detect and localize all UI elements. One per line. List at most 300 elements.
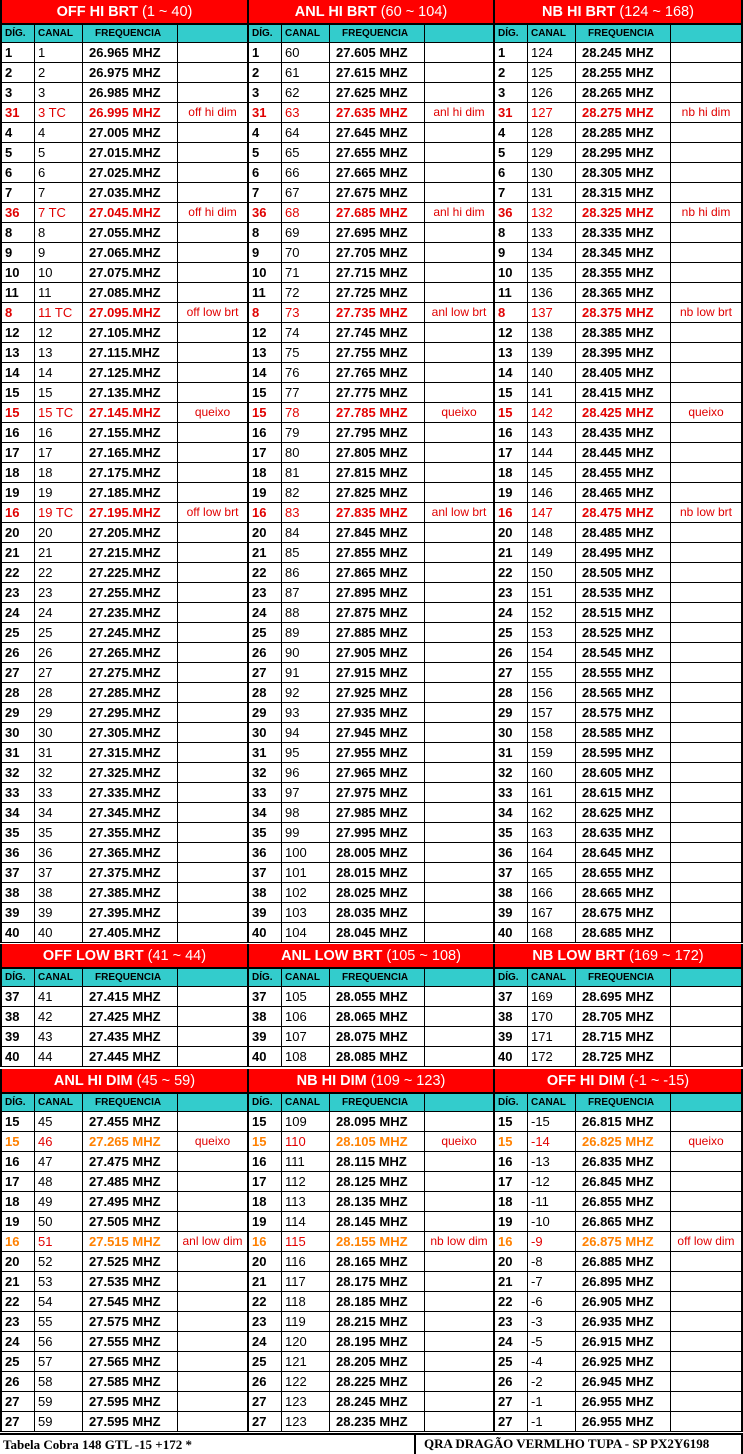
- table-row: [495, 1372, 741, 1392]
- note-cell: [178, 1352, 247, 1371]
- note-cell: [425, 243, 493, 262]
- digit-cell: 34: [249, 803, 282, 822]
- channel-cell: 137: [528, 303, 576, 322]
- channel-cell: 126: [528, 83, 576, 102]
- digit-cell: 18: [495, 1192, 528, 1211]
- digit-cell: 27: [2, 1392, 35, 1411]
- note-cell: [425, 1412, 493, 1431]
- channel-cell: 80: [282, 443, 330, 462]
- table-row: [2, 903, 247, 923]
- digit-cell: 22: [2, 1292, 35, 1311]
- digit-cell: 26: [495, 1372, 528, 1391]
- digit-cell: 7: [495, 183, 528, 202]
- channel-cell: 158: [528, 723, 576, 742]
- channel-cell: 116: [282, 1252, 330, 1271]
- table-header-row: [249, 969, 493, 987]
- channel-cell: 102: [282, 883, 330, 902]
- table-row: [249, 1392, 493, 1412]
- note-cell: [671, 703, 741, 722]
- table-row: [249, 303, 493, 323]
- table-row: [249, 1292, 493, 1312]
- frequency-cell: 27.265.MHZ: [83, 643, 178, 662]
- table-title: [249, 0, 493, 25]
- note-cell: nb low brt: [679, 305, 733, 319]
- note-cell: queixo: [441, 405, 477, 419]
- table-row: [495, 183, 741, 203]
- note-cell: anl hi dim: [433, 205, 485, 219]
- table-row: [495, 1112, 741, 1132]
- frequency-cell: 27.095.MHZ: [83, 303, 178, 322]
- channel-cell: 131: [528, 183, 576, 202]
- note-cell: [671, 63, 741, 82]
- frequency-cell: 27.715 MHZ: [330, 263, 425, 282]
- table-header-row: [2, 969, 247, 987]
- frequency-cell: 27.665 MHZ: [330, 163, 425, 182]
- table-row: [495, 323, 741, 343]
- digit-cell: 37: [2, 863, 35, 882]
- column-header: FREQUENCIA: [83, 969, 178, 986]
- note-cell: [425, 643, 493, 662]
- frequency-cell: 27.925 MHZ: [330, 683, 425, 702]
- frequency-cell: 28.225 MHZ: [330, 1372, 425, 1391]
- channel-cell: 2: [35, 63, 83, 82]
- frequency-cell: 27.405.MHZ: [83, 923, 178, 942]
- digit-cell: 22: [495, 563, 528, 582]
- channel-cell: 78: [282, 403, 330, 422]
- table-row: [495, 823, 741, 843]
- digit-cell: 2: [495, 63, 528, 82]
- digit-cell: 36: [495, 203, 528, 222]
- channel-cell: 62: [282, 83, 330, 102]
- digit-cell: 15: [2, 1112, 35, 1131]
- channel-cell: 19 TC: [35, 503, 83, 522]
- digit-cell: 11: [2, 283, 35, 302]
- digit-cell: 20: [495, 1252, 528, 1271]
- digit-cell: 16: [249, 503, 282, 522]
- channel-cell: 91: [282, 663, 330, 682]
- table-row: [495, 1412, 741, 1432]
- note-cell: [425, 523, 493, 542]
- channel-cell: 125: [528, 63, 576, 82]
- digit-cell: 20: [2, 1252, 35, 1271]
- frequency-cell: 27.375.MHZ: [83, 863, 178, 882]
- frequency-cell: 27.765 MHZ: [330, 363, 425, 382]
- table-row: [495, 803, 741, 823]
- channel-cell: 152: [528, 603, 576, 622]
- channel-cell: 25: [35, 623, 83, 642]
- frequency-cell: 27.585 MHZ: [83, 1372, 178, 1391]
- table-row: [249, 763, 493, 783]
- digit-cell: 17: [2, 1172, 35, 1191]
- table-row: [2, 723, 247, 743]
- table-row: [2, 363, 247, 383]
- note-cell: queixo: [688, 1134, 724, 1148]
- note-cell: [671, 123, 741, 142]
- note-cell: [178, 783, 247, 802]
- channel-cell: -3: [528, 1312, 576, 1331]
- note-cell: queixo: [194, 405, 231, 419]
- table-row: [2, 1027, 247, 1047]
- table-title-range: (105 ~ 108): [386, 948, 461, 964]
- digit-cell: 19: [249, 483, 282, 502]
- column-header: DÍG.: [495, 1094, 528, 1111]
- channel-cell: 162: [528, 803, 576, 822]
- note-cell: [178, 1392, 247, 1411]
- digit-cell: 9: [495, 243, 528, 262]
- table-row: [2, 683, 247, 703]
- table-row: [2, 1292, 247, 1312]
- frequency-cell: 28.345 MHZ: [576, 243, 671, 262]
- digit-cell: 19: [495, 483, 528, 502]
- digit-cell: 27: [249, 663, 282, 682]
- frequency-cell: 26.815 MHZ: [576, 1112, 671, 1131]
- table-row: [249, 683, 493, 703]
- digit-cell: 9: [249, 243, 282, 262]
- table-row: [249, 283, 493, 303]
- digit-cell: 10: [2, 263, 35, 282]
- channel-cell: 113: [282, 1192, 330, 1211]
- table-row: [2, 483, 247, 503]
- channel-cell: 171: [528, 1027, 576, 1046]
- frequency-cell: 27.535 MHZ: [83, 1272, 178, 1291]
- channel-cell: 163: [528, 823, 576, 842]
- note-cell: [425, 43, 493, 62]
- note-cell: [178, 703, 247, 722]
- table-row: [495, 883, 741, 903]
- note-cell: [671, 903, 741, 922]
- channel-cell: 40: [35, 923, 83, 942]
- note-cell: [671, 1047, 741, 1066]
- digit-cell: 29: [249, 703, 282, 722]
- table-row: [495, 383, 741, 403]
- digit-cell: 24: [495, 603, 528, 622]
- digit-cell: 37: [249, 863, 282, 882]
- note-cell: [178, 1047, 247, 1066]
- channel-cell: 75: [282, 343, 330, 362]
- frequency-cell: 28.375 MHZ: [576, 303, 671, 322]
- table-row: [2, 1212, 247, 1232]
- channel-cell: 92: [282, 683, 330, 702]
- digit-cell: 21: [249, 1272, 282, 1291]
- channel-cell: 82: [282, 483, 330, 502]
- frequency-cell: 28.625 MHZ: [576, 803, 671, 822]
- table-row: [2, 1252, 247, 1272]
- channel-cell: 67: [282, 183, 330, 202]
- note-cell: [671, 743, 741, 762]
- frequency-cell: 28.275 MHZ: [576, 103, 671, 122]
- channel-cell: 15 TC: [35, 403, 83, 422]
- frequency-cell: 26.965 MHZ: [83, 43, 178, 62]
- digit-cell: 20: [2, 523, 35, 542]
- channel-cell: 32: [35, 763, 83, 782]
- digit-cell: 16: [249, 1232, 282, 1251]
- table-row: [2, 83, 247, 103]
- channel-cell: -15: [528, 1112, 576, 1131]
- note-cell: off hi dim: [188, 205, 237, 219]
- channel-cell: 103: [282, 903, 330, 922]
- note-cell: [425, 1332, 493, 1351]
- digit-cell: 16: [495, 423, 528, 442]
- frequency-cell: 27.315.MHZ: [83, 743, 178, 762]
- channel-cell: 168: [528, 923, 576, 942]
- table-row: [2, 643, 247, 663]
- frequency-cell: 28.595 MHZ: [576, 743, 671, 762]
- table-title: [2, 0, 247, 25]
- frequency-cell: 27.655 MHZ: [330, 143, 425, 162]
- table-row: [249, 623, 493, 643]
- frequency-cell: 27.785 MHZ: [330, 403, 425, 422]
- channel-cell: -12: [528, 1172, 576, 1191]
- table-row: [249, 903, 493, 923]
- table-row: [249, 163, 493, 183]
- frequency-cell: 28.185 MHZ: [330, 1292, 425, 1311]
- digit-cell: 17: [2, 443, 35, 462]
- note-cell: [425, 703, 493, 722]
- table-row: [249, 143, 493, 163]
- frequency-cell: 27.985 MHZ: [330, 803, 425, 822]
- note-cell: off hi dim: [188, 105, 237, 119]
- note-cell: [178, 843, 247, 862]
- note-cell: [425, 1352, 493, 1371]
- channel-cell: 60: [282, 43, 330, 62]
- table-title-mode: OFF LOW BRT: [42, 948, 144, 964]
- digit-cell: 31: [495, 103, 528, 122]
- frequency-cell: 27.135.MHZ: [83, 383, 178, 402]
- digit-cell: 27: [249, 1412, 282, 1431]
- channel-cell: 122: [282, 1372, 330, 1391]
- table-row: [495, 863, 741, 883]
- table-row: [495, 203, 741, 223]
- digit-cell: 40: [2, 923, 35, 942]
- note-cell: [425, 323, 493, 342]
- frequency-cell: 27.725 MHZ: [330, 283, 425, 302]
- note-cell: [425, 223, 493, 242]
- digit-cell: 20: [249, 1252, 282, 1271]
- frequency-cell: 27.155.MHZ: [83, 423, 178, 442]
- digit-cell: 38: [249, 883, 282, 902]
- table-row: [495, 903, 741, 923]
- digit-cell: 16: [495, 503, 528, 522]
- channel-cell: 127: [528, 103, 576, 122]
- table-row: [2, 1392, 247, 1412]
- channel-cell: 164: [528, 843, 576, 862]
- digit-cell: 8: [2, 223, 35, 242]
- channel-cell: 11: [35, 283, 83, 302]
- channel-cell: 34: [35, 803, 83, 822]
- channel-cell: 135: [528, 263, 576, 282]
- frequency-cell: 27.825 MHZ: [330, 483, 425, 502]
- note-cell: [425, 183, 493, 202]
- table-title: [249, 1069, 493, 1094]
- digit-cell: 31: [495, 743, 528, 762]
- table-row: [2, 343, 247, 363]
- channel-cell: 54: [35, 1292, 83, 1311]
- table-row: [249, 723, 493, 743]
- table-row: [2, 583, 247, 603]
- note-cell: [178, 463, 247, 482]
- table-row: [2, 43, 247, 63]
- channel-table: [494, 0, 743, 943]
- frequency-cell: 26.875 MHZ: [576, 1232, 671, 1251]
- channel-cell: 73: [282, 303, 330, 322]
- column-header: FREQUENCIA: [83, 1094, 178, 1111]
- frequency-cell: 27.195.MHZ: [83, 503, 178, 522]
- note-cell: anl low dim: [182, 1234, 243, 1248]
- channel-cell: 119: [282, 1312, 330, 1331]
- frequency-cell: 27.035.MHZ: [83, 183, 178, 202]
- frequency-cell: 27.335.MHZ: [83, 783, 178, 802]
- table-title: [2, 1069, 247, 1094]
- frequency-cell: 27.085.MHZ: [83, 283, 178, 302]
- frequency-cell: 27.435 MHZ: [83, 1027, 178, 1046]
- frequency-cell: 28.485 MHZ: [576, 523, 671, 542]
- frequency-cell: 26.925 MHZ: [576, 1352, 671, 1371]
- frequency-cell: 27.015.MHZ: [83, 143, 178, 162]
- note-cell: [671, 523, 741, 542]
- note-cell: [671, 363, 741, 382]
- channel-cell: 28: [35, 683, 83, 702]
- digit-cell: 8: [495, 223, 528, 242]
- note-cell: [425, 863, 493, 882]
- table-row: [249, 1212, 493, 1232]
- digit-cell: 16: [2, 1232, 35, 1251]
- table-row: [2, 987, 247, 1007]
- frequency-cell: 27.485 MHZ: [83, 1172, 178, 1191]
- table-row: [249, 1372, 493, 1392]
- channel-cell: 56: [35, 1332, 83, 1351]
- table-row: [2, 1132, 247, 1152]
- note-cell: [178, 987, 247, 1006]
- digit-cell: 5: [495, 143, 528, 162]
- table-row: [2, 823, 247, 843]
- digit-cell: 15: [249, 403, 282, 422]
- frequency-cell: 28.015 MHZ: [330, 863, 425, 882]
- note-cell: [671, 83, 741, 102]
- frequency-cell: 27.395.MHZ: [83, 903, 178, 922]
- digit-cell: 23: [2, 583, 35, 602]
- channel-cell: 111: [282, 1152, 330, 1171]
- table-row: [2, 323, 247, 343]
- frequency-cell: 27.255.MHZ: [83, 583, 178, 602]
- frequency-cell: 27.555 MHZ: [83, 1332, 178, 1351]
- digit-cell: 12: [2, 323, 35, 342]
- note-cell: [425, 583, 493, 602]
- digit-cell: 27: [2, 1412, 35, 1431]
- channel-cell: 57: [35, 1352, 83, 1371]
- channel-cell: 144: [528, 443, 576, 462]
- digit-cell: 8: [249, 303, 282, 322]
- table-row: [249, 443, 493, 463]
- digit-cell: 36: [2, 203, 35, 222]
- table-title: [495, 0, 741, 25]
- digit-cell: 18: [495, 463, 528, 482]
- frequency-cell: 28.295 MHZ: [576, 143, 671, 162]
- note-cell: [425, 763, 493, 782]
- digit-cell: 6: [495, 163, 528, 182]
- channel-cell: 147: [528, 503, 576, 522]
- frequency-cell: 28.725 MHZ: [576, 1047, 671, 1066]
- digit-cell: 35: [249, 823, 282, 842]
- table-row: [2, 1007, 247, 1027]
- frequency-cell: 27.805 MHZ: [330, 443, 425, 462]
- frequency-cell: 27.075.MHZ: [83, 263, 178, 282]
- table-row: [495, 423, 741, 443]
- note-cell: [671, 1192, 741, 1211]
- table-row: [249, 923, 493, 943]
- table-row: [2, 523, 247, 543]
- table-row: [249, 663, 493, 683]
- digit-cell: 21: [2, 543, 35, 562]
- frequency-cell: 26.835 MHZ: [576, 1152, 671, 1171]
- note-cell: nb low dim: [430, 1234, 488, 1248]
- channel-cell: 130: [528, 163, 576, 182]
- column-header: DÍG.: [495, 969, 528, 986]
- table-row: [2, 243, 247, 263]
- frequency-cell: 28.465 MHZ: [576, 483, 671, 502]
- frequency-cell: 26.905 MHZ: [576, 1292, 671, 1311]
- note-cell: [671, 343, 741, 362]
- note-cell: [178, 723, 247, 742]
- frequency-cell: 26.975 MHZ: [83, 63, 178, 82]
- digit-cell: 33: [495, 783, 528, 802]
- channel-table: [0, 0, 248, 943]
- frequency-cell: 27.645 MHZ: [330, 123, 425, 142]
- table-row: [2, 703, 247, 723]
- frequency-cell: 28.325 MHZ: [576, 203, 671, 222]
- table-row: [2, 543, 247, 563]
- frequency-cell: 28.305 MHZ: [576, 163, 671, 182]
- note-cell: [671, 1007, 741, 1026]
- table-row: [495, 1132, 741, 1152]
- note-cell: queixo: [441, 1134, 477, 1148]
- note-cell: [178, 1007, 247, 1026]
- note-cell: [178, 823, 247, 842]
- channel-cell: 90: [282, 643, 330, 662]
- channel-cell: -11: [528, 1192, 576, 1211]
- digit-cell: 25: [495, 623, 528, 642]
- note-cell: [425, 683, 493, 702]
- frequency-cell: 27.005 MHZ: [83, 123, 178, 142]
- digit-cell: 35: [495, 823, 528, 842]
- note-cell: [671, 1352, 741, 1371]
- channel-cell: 169: [528, 987, 576, 1006]
- digit-cell: 2: [2, 63, 35, 82]
- note-cell: [425, 1047, 493, 1066]
- frequency-cell: 27.945 MHZ: [330, 723, 425, 742]
- table-header-row: [495, 1094, 741, 1112]
- channel-cell: 108: [282, 1047, 330, 1066]
- frequency-cell: 27.515 MHZ: [83, 1232, 178, 1251]
- note-cell: [178, 283, 247, 302]
- note-cell: [425, 803, 493, 822]
- channel-cell: 118: [282, 1292, 330, 1311]
- table-row: [249, 183, 493, 203]
- digit-cell: 2: [249, 63, 282, 82]
- channel-cell: -4: [528, 1352, 576, 1371]
- channel-cell: 44: [35, 1047, 83, 1066]
- frequency-cell: 28.055 MHZ: [330, 987, 425, 1006]
- channel-cell: 165: [528, 863, 576, 882]
- digit-cell: 25: [249, 1352, 282, 1371]
- channel-cell: 87: [282, 583, 330, 602]
- note-cell: [178, 743, 247, 762]
- frequency-cell: 27.305.MHZ: [83, 723, 178, 742]
- table-row: [249, 743, 493, 763]
- column-header: FREQUENCIA: [330, 969, 425, 986]
- frequency-cell: 27.745 MHZ: [330, 323, 425, 342]
- channel-cell: -6: [528, 1292, 576, 1311]
- note-cell: [671, 1292, 741, 1311]
